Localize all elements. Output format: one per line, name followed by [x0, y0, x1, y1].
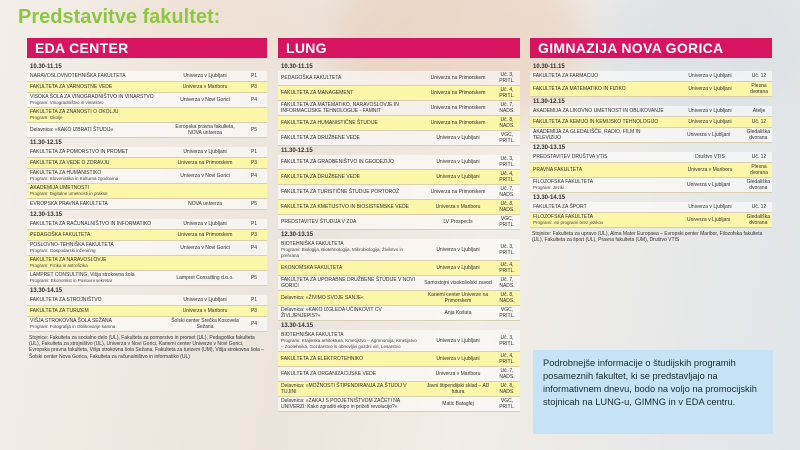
room-label: P4: [250, 97, 258, 103]
faculty-title: FAKULTETA ZA KEMIJO IN KEMIJSKO TEHNOLOGIJO: [533, 119, 659, 125]
schedule-row: [278, 86, 520, 101]
university-name: Univerza v Ljubljani: [183, 221, 227, 227]
schedule-row: [27, 71, 267, 82]
university-name: [169, 114, 241, 116]
faculty-title: Delavnica: »MOŽNOSTI ŠTIPENDIRANJA ZA ŠTUDIJ V TUJINI: [281, 383, 407, 395]
room-label: Uč. 7, NADS.: [499, 368, 515, 380]
faculty-title: AKADEMIJA ZA GLEDALIŠČE, RADIO, FILM IN TELEVIZIJO: [533, 129, 641, 141]
program-subtitle: Program: Gospodarski inženiring: [30, 248, 96, 253]
faculty-name: [278, 306, 422, 320]
schedule-row: [278, 291, 520, 306]
room-label: Uč. 8, NADS.: [499, 292, 515, 304]
faculty-name: [27, 159, 169, 167]
university-name: Univerza na Primorskem: [430, 75, 486, 81]
faculty-name: [27, 296, 169, 304]
faculty-title: FAKULTETA ZA MATEMATIKO IN FIZIKO: [533, 86, 626, 92]
university-name: [169, 262, 241, 264]
university-name: Univerza v Ljubljani: [436, 135, 480, 141]
room-label: Gledališka dvorana: [746, 214, 770, 226]
time-slot: 11.30-12.15: [533, 99, 565, 105]
stands-footnote: Stojnice: Fakulteta za upravo (UL), Alma Mater Europaea – Evropski center Maribor, Filozofska fakulteta (UL), Fakulteta za šport (UL), Pravna fakulteta (UM), Društvo VTIS: [532, 231, 763, 244]
faculty-title: FAKULTETA ZA MANAGEMENT: [281, 90, 354, 96]
faculty-name: [278, 370, 422, 378]
room-label: Uč. 7, NADS.: [499, 277, 515, 289]
faculty-title: BIOTEHNIŠKA FAKULTETA: [281, 331, 344, 338]
university-name: Univerza v Ljubljani: [183, 149, 227, 155]
page-title: Predstavitve fakultet:: [18, 6, 221, 28]
room-label: Gledališka dvorana: [746, 179, 770, 191]
room-label: P4: [250, 173, 258, 179]
faculty-title: LAMPRET CONSULTING, Višja strokovna šola: [30, 272, 135, 278]
room-label: P1: [250, 221, 258, 227]
room-label: P3: [250, 232, 258, 238]
room-label: P4: [250, 245, 258, 251]
university-name: Univerza v Ljubljani: [686, 182, 731, 188]
faculty-title: FAKULTETA ZA DRUŽBENE VEDE: [281, 174, 360, 180]
university-name: Univerza v Novi Gorici: [180, 173, 230, 179]
schedule-row: [27, 271, 267, 286]
faculty-title: Delavnica: »KAKO IZBRATI ŠTUDIJ«: [30, 127, 114, 133]
room-label: [241, 262, 267, 264]
schedule-row: [278, 306, 520, 321]
faculty-title: FAKULTETA ZA TURISTIČNE ŠTUDIJE PORTOROŽ: [281, 189, 400, 195]
schedule-row: [27, 82, 267, 93]
room-label: Uč. 4, PRITL.: [499, 262, 515, 274]
faculty-title: Delavnica: »ŽIVIMO SVOJE SANJE«: [281, 295, 364, 301]
schedule-row: [27, 306, 267, 317]
faculty-title: FAKULTETA ZA HUMANISTIKO: [30, 170, 102, 176]
schedule-row: [278, 276, 520, 291]
schedule-column-gimnazija: [530, 62, 772, 243]
room-label: Uč. 12: [751, 204, 767, 210]
schedule-row: [530, 152, 772, 163]
room-label: Uč. 12: [751, 154, 767, 160]
room-label: P5: [250, 275, 258, 281]
university-name: Univerza v Ljubljani: [688, 86, 732, 92]
schedule-row: [278, 239, 520, 261]
schedule-row: [278, 71, 520, 86]
schedule-column-lung: [278, 62, 520, 412]
column-heading-eda: EDA CENTER: [27, 38, 267, 58]
university-name: Univerza v Ljubljani: [183, 297, 227, 303]
room-label: Uč. 3, PRITL.: [499, 243, 515, 256]
faculty-name: [278, 101, 422, 115]
university-name: Univerza v Ljubljani: [688, 108, 732, 114]
time-slot: 10.30-11.15: [533, 64, 565, 70]
schedule-row: [530, 202, 772, 213]
university-name: Samostojni visokošolski zavod: [424, 280, 492, 286]
faculty-name: [278, 218, 422, 226]
schedule-row: [27, 230, 267, 241]
faculty-title: Delavnica: »KAKO IZGLEDA UČINKOVIT CV ŽIVLJENJEPIS?«: [281, 307, 382, 319]
program-subtitle: Program: Okolje: [30, 115, 63, 120]
faculty-title: PREDSTAVITEV DRUŠTVA VTIS: [533, 154, 608, 160]
room-label: Atelje: [752, 108, 766, 114]
faculty-title: FAKULTETA ZA ŠPORT: [533, 204, 587, 210]
time-slot: 12.30-13.15: [533, 145, 566, 151]
faculty-name: [27, 241, 169, 255]
faculty-title: Delavnica: »ZAKAJ S PODJETNIŠTVOM ZAČETI NA UNIVERZI: Kako zgraditi ekipo in prižeti revolucijo?«: [281, 398, 400, 410]
faculty-name: [278, 240, 422, 260]
room-label: [241, 190, 267, 192]
university-name: Javni štipendijski sklad – AD futura: [426, 383, 490, 395]
university-name: [169, 190, 241, 192]
room-label: VGC, PRITL.: [499, 132, 515, 144]
time-slot: 10.30-11.15: [281, 64, 313, 70]
faculty-title: FAKULTETA ZA GRADBENIŠTVO IN GEODEZIJO: [281, 159, 394, 165]
schedule-row: [27, 123, 267, 138]
university-name: Univerza v Mariboru: [435, 204, 481, 210]
university-name: Šolski center Srečka Kosovela Sežana: [171, 318, 239, 330]
time-slot: 12.30-13.15: [30, 212, 63, 218]
faculty-title: VIŠJA STROKOVNA ŠOLA SEŽANA: [30, 318, 112, 324]
faculty-title: EKONOMSKA FAKULTETA: [281, 265, 343, 271]
program-subtitle: Programi: vsi programi brez jezikov: [533, 220, 604, 225]
faculty-name: [278, 188, 422, 196]
faculty-title: FAKULTETA ZA UPORABNE DRUŽBENE ŠTUDIJE V NOVI GORICI: [281, 277, 416, 289]
schedule-row: [278, 215, 520, 230]
room-label: Uč. 4, PRITL.: [499, 353, 515, 365]
schedule-row: [27, 93, 267, 108]
faculty-name: [278, 134, 422, 142]
university-name: Univerza v Ljubljani: [688, 119, 732, 125]
schedule-row: [530, 128, 772, 143]
schedule-row: [278, 200, 520, 215]
schedule-row: [278, 155, 520, 170]
schedule-row: [27, 169, 267, 184]
faculty-title: FAKULTETA ZA MATEMATIKO, NARAVOSLOVJE IN INFORMACIJSKE TEHNOLOGIJE - FAMNIT: [281, 102, 399, 114]
room-label: [241, 114, 267, 116]
faculty-name: [278, 382, 422, 396]
faculty-title: AKADEMIJA UMETNOSTI: [30, 185, 89, 191]
university-name: Kariemi center Univerze na Primorskem: [427, 292, 489, 304]
column-heading-lung: LUNG: [278, 38, 520, 58]
program-subtitle: Program: Digitalne umetnosti in prakse: [30, 191, 108, 196]
schedule-row: [278, 116, 520, 131]
faculty-name: [278, 89, 422, 97]
faculty-name: [27, 271, 169, 285]
faculty-name: [530, 72, 674, 80]
program-subtitle: Program: Slovenistika in Kulturna zgodovina: [30, 176, 119, 181]
schedule-row: [27, 219, 267, 230]
room-label: Uč. 8, NADS.: [499, 117, 515, 129]
faculty-title: FAKULTETA ZA DRUŽBENE VEDE: [281, 135, 360, 141]
program-subtitle: Program: Vinogradništvo in vinarstvo: [30, 100, 104, 105]
room-label: P1: [250, 149, 258, 155]
schedule-row: [278, 170, 520, 185]
university-name: Univerza v Mariboru: [182, 308, 228, 314]
time-slot: 11.30-12.15: [30, 140, 62, 146]
faculty-title: PRAVNA FAKULTETA: [533, 167, 583, 173]
schedule-row: [27, 184, 267, 199]
faculty-name: [27, 126, 169, 134]
faculty-title: BIOTEHNIŠKA FAKULTETA: [281, 240, 344, 247]
room-label: Uč. 4, PRITL.: [499, 171, 515, 183]
room-label: Uč. 3, PRITL.: [499, 72, 515, 84]
schedule-row: [278, 382, 520, 397]
faculty-title: FAKULTETA ZA TURIZEM: [30, 308, 89, 314]
room-label: P1: [250, 73, 258, 79]
university-name: Univerza v Novi Gorici: [180, 97, 230, 103]
program-subtitle: Program: Jeziki: [533, 185, 565, 190]
faculty-name: [278, 397, 422, 411]
schedule-row: [278, 261, 520, 276]
schedule-row: [278, 131, 520, 146]
schedule-row: [530, 178, 772, 193]
room-label: P3: [250, 308, 258, 314]
university-name: Lampret Consulting d.o.o.: [176, 275, 234, 281]
university-name: Univerza v Mariboru: [182, 84, 228, 90]
faculty-name: [278, 74, 422, 82]
schedule-row: [530, 71, 772, 82]
university-name: Univerza v Ljubljani: [436, 174, 480, 180]
program-subtitle: Program: Fotografija in Oblikovanje kamna: [30, 324, 116, 329]
university-name: Univerza na Primorskem: [430, 90, 486, 96]
university-name: NOVA univerza: [188, 201, 222, 207]
time-slot: 13.30-14.15: [533, 195, 566, 201]
room-label: Uč. 8, NADS.: [499, 383, 515, 395]
room-label: VGC, PRITL.: [499, 398, 515, 410]
university-name: Evropska pravna fakulteta, NOVA univerza: [175, 124, 235, 136]
faculty-name: [530, 107, 674, 115]
university-name: Univerza v Ljubljani: [686, 217, 731, 223]
room-label: Uč. 7, NADS.: [499, 102, 515, 114]
faculty-name: [278, 158, 422, 166]
room-label: Gledališka dvorana: [746, 129, 770, 141]
university-name: Univerza v Ljubljani: [436, 246, 480, 253]
faculty-name: [27, 72, 169, 80]
time-slot: 13.30-14.15: [30, 288, 63, 294]
room-label: Uč. 12: [751, 73, 767, 79]
program-subtitle: Programi: Biologija, Biotehnologija, Mikrobiologija, Živilstvo in prehrana: [281, 246, 404, 258]
faculty-title: FAKULTETA ZA ELEKTROTEHNIKO: [281, 356, 364, 362]
faculty-title: FAKULTETA ZA FARMACIJO: [533, 73, 599, 79]
university-name: Univerza v Ljubljani: [183, 73, 227, 79]
faculty-title: POSLOVNO-TEHNIŠKA FAKULTETA: [30, 242, 114, 248]
faculty-title: FILOZOFSKA FAKULTETA: [533, 179, 594, 185]
faculty-title: AKADEMIJA ZA LIKOVNO UMETNOST IN OBLIKOVANJE: [533, 108, 664, 114]
faculty-name: [278, 203, 422, 211]
schedule-row: [278, 330, 520, 352]
faculty-name: [27, 256, 169, 270]
room-label: P5: [250, 127, 258, 133]
schedule-row: [27, 256, 267, 271]
faculty-name: [278, 264, 422, 272]
faculty-name: [530, 213, 673, 227]
university-name: Univerza na Primorskem: [430, 105, 486, 111]
schedule-row: [278, 101, 520, 116]
faculty-name: [27, 83, 169, 91]
faculty-name: [27, 108, 169, 122]
faculty-title: FAKULTETA ZA KMETIJSTVO IN BIOSISTEMSKE VEDE: [281, 204, 409, 210]
schedule-row: [27, 295, 267, 306]
program-subtitle: Programi: Ekonomist in Poslovni sekretar: [30, 278, 113, 283]
schedule-row: [278, 185, 520, 200]
room-label: VGC, PRITL.: [499, 216, 515, 228]
stands-footnote: Stojnice: Fakulteta za socialno delo (UL), Fakulteta za pomorstvo in promet (UL), Pedagoška fakulteta (UL), Fakulteta za strojništvo (UL), Univerza v Novi Gorici, Kariemi center Univerze v Novi Gorici, Evropska pravna fakulteta, Višja strokovna šola Sežana, Fakulteta za turizem (UM), Višja strokovna šola – Šolski center Nova Gorica, Fakulteta za računalništvo in informatiko (UL): [29, 335, 264, 360]
faculty-name: [530, 118, 674, 126]
faculty-title: FAKULTETA ZA ORGANIZACIJSKE VEDE: [281, 371, 377, 377]
faculty-name: [530, 85, 674, 93]
university-name: Univerza v Ljubljani: [436, 265, 480, 271]
faculty-name: [278, 276, 422, 290]
faculty-name: [278, 173, 422, 181]
university-name: Univerza v Ljubljani: [688, 204, 732, 210]
faculty-name: [27, 93, 169, 107]
time-slot: 11.30-12.15: [281, 148, 313, 154]
faculty-title: PREDSTAVITEV ŠTUDIJA V ZDA: [281, 219, 357, 225]
faculty-name: [530, 178, 673, 192]
room-label: Plesna dvorana: [749, 164, 769, 176]
schedule-row: [530, 213, 772, 228]
schedule-row: [27, 241, 267, 256]
room-label: Uč. 12: [751, 119, 767, 125]
faculty-title: FAKULTETA ZA ZNANOSTI O OKOLJU: [30, 109, 119, 115]
university-name: Anja Košuta: [444, 310, 472, 316]
university-name: Univerza v Novi Gorici: [180, 245, 230, 251]
faculty-title: FAKULTETA ZA VEDE O ZDRAVJU: [30, 160, 110, 166]
schedule-row: [27, 147, 267, 158]
column-heading-gimnazija: GIMNAZIJA NOVA GORICA: [530, 38, 772, 58]
university-name: Matic Bataglej: [442, 401, 474, 407]
room-label: Uč. 4, PRITL.: [499, 87, 515, 99]
faculty-name: [530, 203, 674, 211]
schedule-row: [27, 158, 267, 169]
faculty-name: [278, 119, 422, 127]
faculty-name: [27, 184, 169, 198]
schedule-row: [278, 367, 520, 382]
faculty-name: [278, 294, 422, 302]
faculty-title: NARAVOSLOVNOTEHNIŠKA FAKULTETA: [30, 73, 126, 79]
faculty-title: FAKULTETA ZA VARNOSTNE VEDE: [30, 84, 113, 90]
faculty-title: VISOKA ŠOLA ZA VINOGRADNIŠTVO IN VINARSTVO: [30, 94, 154, 100]
room-label: P1: [250, 297, 258, 303]
faculty-title: PEDAGOŠKA FAKULTETA: [30, 232, 91, 238]
room-label: Plesna dvorana: [749, 83, 769, 95]
time-slot: 10.30-11.15: [30, 64, 62, 70]
university-name: Univerza v Ljubljani: [436, 356, 480, 362]
faculty-name: [530, 153, 674, 161]
university-name: Univerza v Ljubljani: [688, 73, 732, 79]
university-name: LV Prospects: [443, 219, 473, 225]
time-slot: 12.30-13.15: [281, 232, 314, 238]
faculty-name: [27, 317, 169, 331]
university-name: Univerza v Ljubljani: [436, 159, 480, 165]
university-name: Univerza na Primorskem: [177, 232, 233, 238]
university-name: Univerza na Primorskem: [430, 120, 486, 126]
room-label: Uč. 8, NADS.: [499, 201, 515, 213]
schedule-row: [278, 352, 520, 367]
faculty-name: [27, 200, 169, 208]
faculty-name: [530, 166, 674, 174]
schedule-row: [27, 108, 267, 123]
room-label: P3: [250, 160, 258, 166]
faculty-name: [27, 307, 169, 315]
university-name: Univerza v Mariboru: [687, 167, 733, 173]
university-name: Univerza v Mariboru: [435, 371, 481, 377]
faculty-name: [27, 169, 169, 183]
room-label: P3: [250, 84, 258, 90]
schedule-row: [530, 82, 772, 97]
faculty-title: FAKULTETA ZA RAČUNALNIŠTVO IN INFORMATIKO: [30, 221, 152, 227]
room-label: Uč. 7, NADS.: [499, 186, 515, 198]
room-label: VGC, PRITL.: [499, 307, 515, 319]
program-subtitle: Programi: Krajinska arhitektura, Kmetijstvo – Agronomija, Kmetijstvo – Zootehnika, Gozdarstvo in obnovljivi gozdni viri, Lesarstvo: [281, 337, 417, 349]
university-name: Društvo VTIS: [695, 154, 725, 160]
faculty-title: FILOZOFSKA FAKULTETA: [533, 214, 594, 220]
info-box: Podrobnejše informacije o študijskih programih posameznih fakultet, ki se predstavljajo na informativnem dnevu, bodo na voljo na promocijskih stojnicah na LUNG-u, GIMNG in v EDA centru.: [533, 350, 773, 434]
faculty-title: FAKULTETA ZA HUMANISTIČNE ŠTUDIJE: [281, 120, 378, 126]
faculty-name: [278, 355, 422, 363]
schedule-row: [27, 199, 267, 210]
program-subtitle: Program: Fizika in astrofizika: [30, 263, 88, 268]
university-name: Univerza v Ljubljani: [686, 132, 731, 138]
room-label: Uč. 3, PRITL.: [499, 334, 515, 347]
schedule-row: [530, 106, 772, 117]
schedule-row: [530, 163, 772, 178]
schedule-row: [530, 117, 772, 128]
faculty-title: FAKULTETA ZA STROJNIŠTVO: [30, 297, 102, 303]
faculty-title: EVROPSKA PRAVNA FAKULTETA: [30, 201, 108, 207]
faculty-name: [27, 231, 169, 239]
university-name: Univerza na Primorskem: [177, 160, 233, 166]
faculty-name: [278, 331, 422, 351]
schedule-row: [27, 317, 267, 332]
schedule-column-eda: [27, 62, 267, 360]
faculty-name: [27, 220, 169, 228]
room-label: Uč. 3, PRITL.: [499, 156, 515, 168]
university-name: Univerza na Primorskem: [430, 189, 486, 195]
university-name: Univerza v Ljubljani: [436, 337, 480, 344]
faculty-title: PEDAGOŠKA FAKULTETA: [281, 75, 342, 81]
faculty-title: FAKULTETA ZA NARAVOSLOVJE: [30, 257, 107, 263]
time-slot: 13.30-14.15: [281, 323, 314, 329]
room-label: P4: [250, 321, 258, 327]
schedule-row: [278, 397, 520, 412]
faculty-title: FAKULTETA ZA POMORSTVO IN PROMET: [30, 149, 129, 155]
faculty-name: [530, 128, 673, 142]
faculty-name: [27, 148, 169, 156]
room-label: P5: [250, 201, 258, 207]
